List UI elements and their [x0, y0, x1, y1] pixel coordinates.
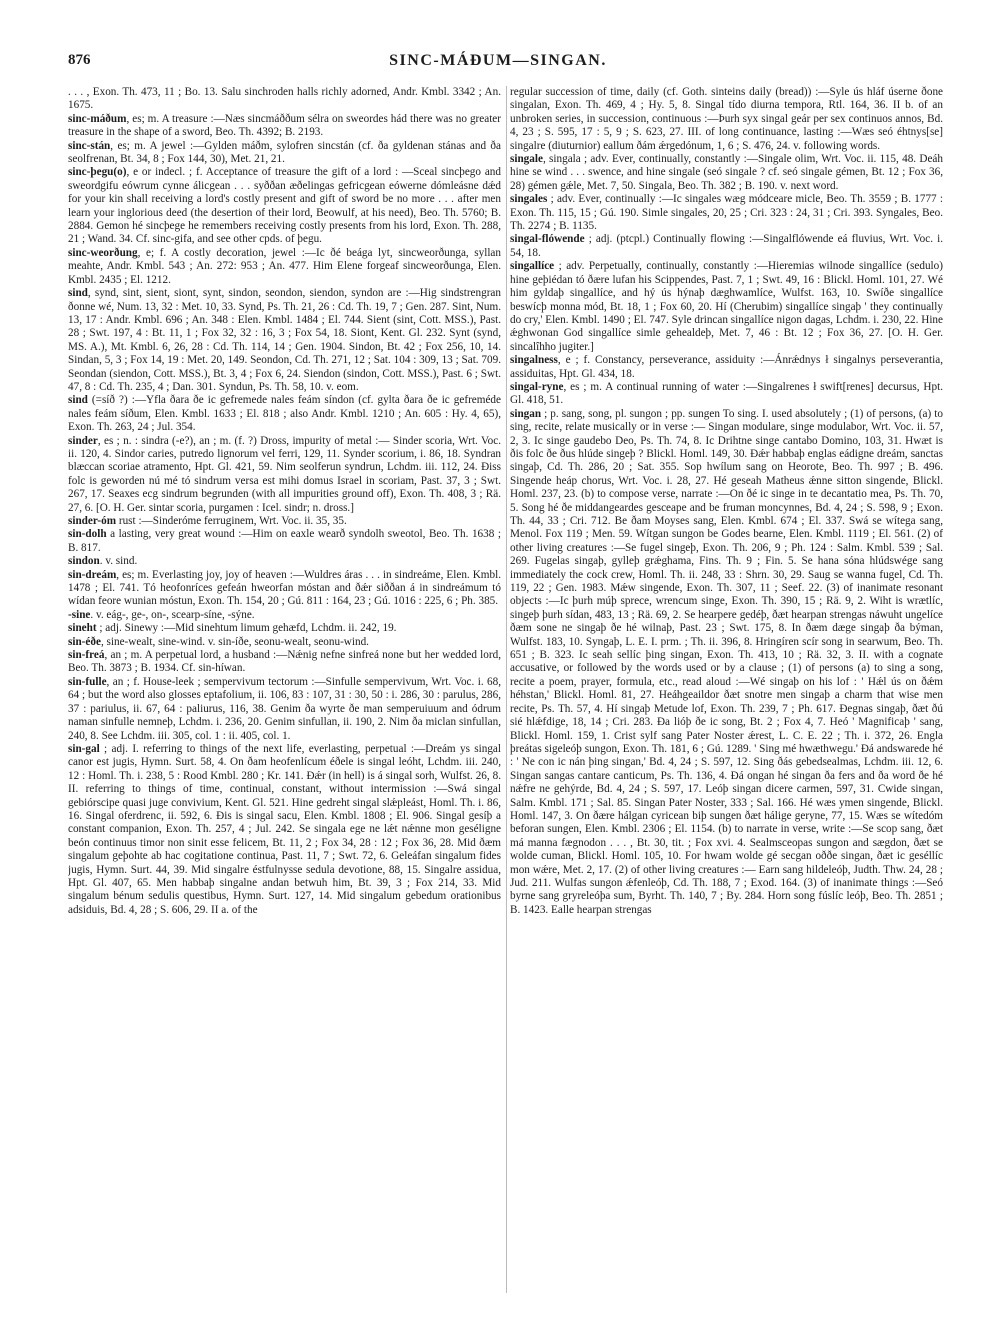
entry-text: ; adv. Perpetually, continually, constantly :—Hieremias wilnode singallíce (sedulo) hine geþiédan tó ðære lufan his Scippendes, Past. 7, 1 ; Swt. 49, 16 : Blickl. Homl. 101, 27. Wé him gyldaþ singallíce, and hý ús hýnaþ dæghwamlíce, Wulfst. 163, 10. Swíðe singallíce beswícþ monna mód, Bt. 18, 1 ; Fox 60, 20. Hí (Cherubim) singallíce singaþ ' they continually do cry,' Elen. Kmbl. 1490 ; El. 747. Syle drincan singallíce nigon dagas, Lchdm. i. 230, 22. Hine ǽghwonan God singallíce simle gehealdeþ, Met. 7, 46 : Bt. 12 ; Fox 36, 27. [O. H. Ger. sincalîhho jugiter.]: [510, 260, 943, 353]
page-header: [68, 52, 928, 78]
headword: singalness: [510, 354, 558, 367]
entry-text: , e or indecl. ; f. Acceptance of treasure the gift of a lord : —Sceal sincþego and sweordgifu eówrum cynne álicgean . . . syððan æðelingas gefricgean eówerne dómleásne dǽd for your kin shall receiving a lord's costly present and gift of sword be no more . . . after men learn your inglorious deed (the desertion of their lord, Beowulf, at his need), Beo. Th. 5760; B. 2884. Gemon hé sincþege he remembers receiving costly presents from his lord, Exon. Th. 288, 21 ; Wand. 34. Cf. sinc-gifa, and see other cpds. of þegu.: [68, 166, 501, 246]
left-column: [68, 86, 501, 1297]
dictionary-entry: [68, 743, 501, 917]
headword: sind: [68, 287, 88, 300]
dictionary-entry: [68, 636, 501, 649]
entry-text: a lasting, very great wound :—Him on eaxle wearð syndolh sweotol, Beo. Th. 1638 ; B. 817.: [68, 528, 501, 554]
entry-text: , singala ; adv. Ever, continually, constantly :—Singale olim, Wrt. Voc. ii. 115, 48. Deáh hine se wind . . . swence, and hine singale (seó singale ? cf. seó singale gémen, Bt. 12 ; Fox 36, 28) gémen gǽle, Met. 7, 50. Singala, Beo. Th. 382 ; B. 190. v. next word.: [510, 153, 943, 192]
headword: singal-flówende: [510, 233, 585, 246]
column-divider: [506, 86, 507, 1293]
entry-text: , es ; n. : sindra (-e?), an ; m. (f. ?) Dross, impurity of metal :— Sinder scoria, Wrt. Voc. ii. 120, 4. Sindor caries, putredo lignorum vel ferri, 129, 11. Synder scorium, i. 86, 18. Syndran blæccan scoriae atramento, Hpt. Gl. 421, 59. Nim seolferun syndrun, Lchdm. iii. 112, 24. Ðiss folc is geworden nú mé tó sindrum versa est mihi domus Israel in scoriam, Past. 37, 3 ; Swt. 267, 17. Seaxes ecg sindrum begrunden (with all impurities ground off), Exon. Th. 408, 3 ; Rä. 27, 6. [O. H. Ger. sintar scoria, purgamen : Icel. sindr; n. dross.]: [68, 434, 501, 514]
page-number: 876: [68, 52, 91, 68]
entry-text: . v. eág-, ge-, on-, scearp-síne, -sýne.: [90, 608, 255, 621]
entry-text: (=síð ?) :—Yfla ðara ðe ic gefremede nales feám síndon (cf. gylta ðara ðe ic gefreméde nales feám síðum, Elen. Kmbl. 1633 ; El. 818 ; also Andr. Kmbl. 1210 ; An. 605 : Hy. 4, 65), Exon. Th. 263, 24 ; Jul. 354.: [68, 394, 501, 434]
entry-text: , es; m. A treasure :—Næs sincmáððum sélra on sweordes hád there was no greater treasure in the shape of a sword, Beo. Th. 4392; B. 2193.: [68, 112, 501, 139]
dictionary-entry: [510, 153, 943, 193]
entry-text: , e; f. A costly decoration, jewel :—Ic ðé beága lyt, sincweorðunga, syllan meahte, Andr. Kmbl. 543 ; An. 272: 953 ; An. 477. Him Elene forgeaf sincweorðunga, Elen. Kmbl. 2435 ; El. 1212.: [68, 246, 501, 286]
dictionary-entry: [68, 247, 501, 287]
headword: sindon: [68, 555, 100, 568]
dictionary-entry: [510, 408, 943, 917]
entry-text: ; adv. Ever, continually :—Ic singales wæg módceare micle, Beo. Th. 3559 ; B. 1777 : Exon. Th. 115, 15 ; Gú. 190. Simle singales, 20, 25 ; Cri. 323 : 24, 31 ; Cri. 393. Syngales, Beo. Th. 2274 ; B. 1135.: [510, 193, 943, 233]
dictionary-entry: [68, 649, 501, 676]
headword: sinder: [68, 434, 98, 447]
dictionary-entry: [68, 287, 501, 394]
headword: singan: [510, 407, 542, 420]
entry-text: , sine-wealt, sine-wind. v. sin-íðe, seonu-wealt, seonu-wind.: [100, 635, 369, 648]
page-title: SINC-MÁÐUM—SINGAN.: [389, 52, 607, 69]
dictionary-entry: [68, 515, 501, 528]
entry-text: rust :—Sinderóme ferruginem, Wrt. Voc. ii. 35, 35.: [116, 515, 347, 527]
entry-text: ; adj. Sinewy :—Mid sinehtum limum gehæfd, Lchdm. ii. 242, 19.: [96, 622, 397, 635]
headword: singales: [510, 193, 548, 206]
entry-text: regular succession of time, daily (cf. Goth. sinteins daily (bread)) :—Syle ús hláf úserne ðone singalan, Exon. Th. 469, 4 ; Hy. 5, 8. Singal tído diurna tempora, Rtl. 164, 36. II b. of an unbroken series, in succession, continuous :—Þurh syx singal geár per sex continuos annos, Bd. 4, 23 ; S. 595, 17 : 5, 9 ; S. 623, 27. III. of long continuance, lasting :—Wæs seó éhtnys[se] singalre (diuturnior) eallum ðám ǽrgedónum, 1, 6 ; S. 476, 24. v. following words.: [510, 86, 943, 152]
dictionary-entry: [510, 354, 943, 381]
headword: sinc-stán: [68, 139, 111, 152]
headword: -sine: [68, 608, 91, 621]
headword: sinder-óm: [68, 515, 117, 527]
entry-text: ; adj. (ptcpl.) Continually flowing :—Singalflówende eá fluvius, Wrt. Voc. i. 54, 18.: [510, 233, 943, 259]
entry-text: . v. sind.: [99, 555, 138, 568]
headword: sin-éðe: [68, 635, 101, 648]
headword: sin-gal: [68, 742, 100, 755]
entry-text: ; p. sang, song, pl. sungon ; pp. sungen To sing. I. used absolutely ; (1) of persons, (a) to sing, recite, relate musically or in verse :— Singan modulare, singe modulabor, Wrt. Voc. ii. 57, 2, 3. Ic singe gaudebo Deo, Ps. Th. 74, 8. Ic Drihtne singe cantabo Domino, 103, 31. Hwæt is ðis folc ðe ðus hlúde singeþ ? Blickl. Homl. 149, 30. Ðǽr habbaþ englas eádigne dreám, sanctas singaþ, Cd. Th. 286, 20 ; Sat. 355. Sop hwílum sang on Heorote, Beo. Th. 997 ; B. 496. Singende heáp chorus, Wrt. Voc. i. 28, 27. Hé geseah Matheus ǽnne sitton singende, Blickl. Homl. 237, 23. (b) to compose verse, narrate :—On ðé ic singe in te decantatio mea, Ps. Th. 70, 5. Song hé ðe middangeardes gesceape and be fruman moncynnes, Bd. 4, 24 ; S. 598, 9 ; Exon. Th. 44, 33 ; Cri. 712. Be ðam Moyses sang, Elen. Kmbl. 674 ; El. 337. Swá se wítega sang, Menol. Fox 119 ; Men. 59. Wítgan sungon be Godes bearne, Elen. Kmbl. 1119 ; El. 561. (2) of other living creatures :—Se fugel singeþ, Exon. Th. 206, 9 ; Ph. 124 : Salm. Kmbl. 539 ; Sal. 269. Fugelas singaþ, gylleþ grǽghama, Fins. Th. 9 ; Fin. 5. Se hana sóna hlúdswége sang immediately the cock crew, Homl. Th. ii. 248, 33 : Shrn. 30, 29. Saug se wanna fugel, Cd. Th. 119, 22 ; Gen. 1983. Mǽw singende, Exon. Th. 307, 11 ; Seef. 22. (3) of inanimate resonant objects :—Ic þurh múþ sprece, wrencum singe, Exon. Th. 390, 15 ; Rä. 9, 2. Wiht is wrætlíc, singeþ þurh sídan, 483, 13 ; Rä. 69, 2. Se hearpere gedéþ, ðæt hearpan strengas náwuht ungelíce ðæm sone ne singaþ ðe hé wilnaþ, Past. 23 ; Swt. 175, 8. In ðæm dæge singaþ ða býman, Wulfst. 183, 10. Syngaþ, L. E. I. prm. ; Th. ii. 396, 8. Hringíren scír song in searwum, Beo. Th. 651 ; B. 323. Ic seah sellíc þing singan, Exon. Th. 413, 10 ; Rä. 32, 3. II. with a cognate accusative, or followed by the words used or by a clause ; (1) of persons (a) to sing a song, recite a poem, prayer, formula, etc., read aloud :—Wé singaþ on his lof : ' Hǽl ús on ðǽm héhstan,' Blickl. Homl. 81, 27. Heáhgeaildor ðæt snotre men singaþ a charm that wise men recite, Ps. Th. 57, 4. Hí singaþ Metude lof, Exon. Th. 239, 7 ; Ph. 617. Ðegnas singaþ, ðæt ðú sié hlǽfdige, 18, 14 ; Cri. 283. Ða lióþ ðe ic song, Bt. 2 ; Fox 4, 7. Heó ' Magnificaþ ' sang, Blickl. Homl. 159, 1. Crist sylf sang Pater Noster ǽrest, L. C. E. 22 ; Th. i. 372, 26. Engla þreátas sigeleóþ sungon, Exon. Th. 181, 6 ; Gú. 1289. ' Sing mé hwæthwegu.' Ðá andswarede hé : ' Ne con ic nán þing singan,' Bd. 4, 24 ; S. 597, 12. Sing ðás gebedsealmas, Lchdm. iii. 12, 6. Singan sangas cantare canticum, Ps. Th. 136, 4. Ðá ongan hé singan ða fers and ða word ðe hé nǽfre ne gehýrde, Bd. 4, 24 ; S. 597, 17. Leóþ singan dicere carmen, 597, 31. Cwide singan, Salm. Kmbl. 171 ; Sal. 85. Singan Pater Noster, 333 ; Sal. 166. Hé wæs ymen singende, Blickl. Homl. 147, 3. On ðære hálgan cyricean biþ sungen ðæt hálige geryne, 77, 15. Wæs se wítedóm beforan sungen, Elen. Kmbl. 2306 ; El. 1154. (b) to narrate in verse, write :—Se scop sang, ðæt má manna fægnodon . . . , Bt. 30, tit. ; Fox xvi. 4. Sealmsceopas sungon and sægdon, ðæt se wolde cuman, Blickl. Homl. 105, 10. For hwam wolde gé secgan oððe singan, ðæt ic geséllíc mon wǽre, Met. 2, 17. (2) of other living creatures :— Earn sang hildeleóþ, Judth. Thw. 24, 28 ; Jud. 211. Wulfas sungon ǽfenleóþ, Cd. Th. 188, 7 ; Exod. 164. (3) of inanimate things :—Seó byrne sang gryreleóþa sum, Byrht. Th. 140, 7 ; By. 284. Horn song fúslíc leóþ, Beo. Th. 2851 ; B. 1423. Ealle hearpan strengas: [510, 407, 943, 916]
dictionary-entry: [68, 140, 501, 167]
entry-text: , e ; f. Constancy, perseverance, assiduity :—Ánrǽdnys ł singalnys perseverantia, assiduitas, Hpt. Gl. 434, 18.: [510, 354, 943, 380]
headword: sinc-weorðung: [68, 246, 138, 259]
entry-text: , synd, sint, sient, siont, synt, sindon, seondon, siendon, syndon are :—Hig sindstrengran ðonne wé, Num. 13, 32 : Met. 10, 33. Synd, Ps. Th. 21, 26 : Cd. Th. 19, 7 ; Gen. 287. Sint, Num. 13, 17 : Andr. Kmbl. 696 ; An. 348 : Elen. Kmbl. 1484 ; El. 744. Sient (sint, Cott. MSS.), Past. 28 ; Swt. 197, 4 : Bt. 11, 1 ; Fox 32, 32 : 16, 3 ; Fox 54, 18. Siont, Kent. Gl. 232. Synt (synd, MS. A.), Mt. Kmbl. 6, 26, 28 : Cd. Th. 114, 14 ; Gen. 1904. Sindon, Bt. 42 ; Fox 256, 10, 14. Sindan, 5, 3 ; Fox 14, 19 : Met. 20, 149. Seondon, Cd. Th. 271, 12 ; Sat. 104 : 309, 13 ; Sat. 709. Seondan (siendon, Cott. MSS.), Bt. 3, 4 ; Fox 6, 24. Siendon (sindon, Cott. MSS.), Past. 6 ; Swt. 47, 8 : Cd. Th. 235, 4 ; Dan. 301. Syndun, Ps. Th. 58, 10. v. eom.: [68, 287, 501, 393]
dictionary-entry: [510, 193, 943, 233]
entry-text: , an ; m. A perpetual lord, a husband :—Nǽnig nefne sinfreá none but her wedded lord, Beo. Th. 3873 ; B. 1934. Cf. sin-híwan.: [68, 649, 501, 675]
dictionary-entry: [68, 435, 501, 515]
headword: singale: [510, 153, 543, 166]
dictionary-entry: [510, 260, 943, 354]
dictionary-entry: [68, 555, 501, 568]
entry-text: , an ; f. House-leek ; sempervivum tectorum :—Sinfulle sempervivum, Wrt. Voc. i. 68, 64 ; but the word also glosses eptafolium, ii. 106, 83 : 107, 31 : 30, 50 : i. 286, 30 : parulus, 286, 37 : pariulus, ii. 67, 64 : paliurus, 116, 38. Genim ða wyrte ðe man semperuiuum and ódrum naman sinfulle nemneþ, Lchdm. i. 236, 20. Genim sinfullan, ii. 190, 2. Nim ða miclan sinfullan, 240, 8. See Lchdm. iii. 305, col. 1 : ii. 405, col. 1.: [68, 675, 501, 742]
dictionary-entry: [68, 394, 501, 434]
headword: singallíce: [510, 260, 555, 273]
dictionary-entry: [510, 233, 943, 260]
headword: sinc-þegu(o): [68, 166, 127, 179]
dictionary-entry: [68, 569, 501, 609]
entry-text: ; adj. I. referring to things of the next life, everlasting, perpetual :—Dreám ys singal canor est jugis, Hymn. Surt. 58, 4. On ðam heofenlícum éðele is singal leóht, Lchdm. iii. 240, 12 : Homl. Th. i. 238, 5 : Rood Kmbl. 280 ; Kr. 141. Ðǽr (in hell) is á singal sorh, Wulfst. 26, 8. II. referring to things of time, continual, constant, without intermission :—Swá singal gebiórscipe quasi juge convivium, Kent. Gl. 521. Hine gedreht singal slǽpleást, Homl. Th. i. 86, 16. Singal oferdrenc, ii. 592, 6. Ðis is singal sacu, Elen. Kmbl. 1808 ; El. 906. Singal gesíþ a constant companion, Exon. Th. 257, 4 ; Jul. 242. Se singala ege ne lǽt nǽnne mon geséligne beón continuus timor non sinit esse felicem, Bt. 11, 2 ; Fox 34, 28 : 12 ; Fox 36, 28. Mid ðæm singalum geþohte ab hac cogitatione continua, Past. 11, 7 ; Swt. 72, 6. Geleáfan singalum fides jugis, Hymn. Surt. 44, 39. Mid singalre éstfulnysse sedula devotione, 88, 15. Singalre assidua, Hpt. Gl. 407, 65. Men habbaþ singalne andan betwuh him, Bt. 39, 3 ; Fox 214, 33. Mid singalum bénum sedulis questibus, Hymn. Surt. 127, 14. Mid singalum gebedum orationibus adsiduis, Bd. 4, 28 ; S. 606, 29. II a. of the: [68, 742, 501, 916]
headword: sin-dolh: [68, 528, 107, 541]
entry-text: , es; m. A jewel :—Gylden máðm, sylofren sincstán (cf. ða gyldenan stánas and ða seolfrenan, Bt. 34, 8 ; Fox 144, 30), Met. 21, 21.: [68, 139, 501, 166]
entry-text: . . . , Exon. Th. 473, 11 ; Bo. 13. Salu sinchroden halls richly adorned, Andr. Kmbl. 3342 ; An. 1675.: [68, 86, 501, 112]
headword: sin-fulle: [68, 675, 107, 688]
dictionary-entry: [68, 676, 501, 743]
dictionary-entry: [68, 622, 501, 635]
dictionary-entry: [68, 609, 501, 622]
headword: sind: [68, 394, 88, 407]
headword: sinc-máðum: [68, 112, 127, 125]
headword: sin-dreám: [68, 568, 117, 581]
entry-text: , es ; m. A continual running of water :—Singalrenes ł swift[renes] decursus, Hpt. Gl. 418, 51.: [510, 380, 943, 407]
dictionary-entry: [68, 113, 501, 140]
dictionary-entry: [510, 381, 943, 408]
dictionary-entry: [68, 528, 501, 555]
headword: sin-freá: [68, 649, 105, 662]
dictionary-entry: [510, 86, 943, 153]
headword: sineht: [68, 622, 97, 635]
headword: singal-ryne: [510, 380, 564, 393]
dictionary-entry: [68, 166, 501, 246]
right-column: [510, 86, 943, 1297]
dictionary-entry: [68, 86, 501, 113]
entry-text: , es; m. Everlasting joy, joy of heaven :—Wuldres áras . . . in sindreáme, Elen. Kmbl. 1478 ; El. 741. Tó heofonríces gefeán hweorfan móstan and ðǽr siððan á in sindreámum tó wídan feore wunian móstun, Exon. Th. 154, 20 ; Gú. 811 : 164, 23 ; Gú. 1016 : 225, 6 ; Ph. 385.: [68, 568, 501, 608]
